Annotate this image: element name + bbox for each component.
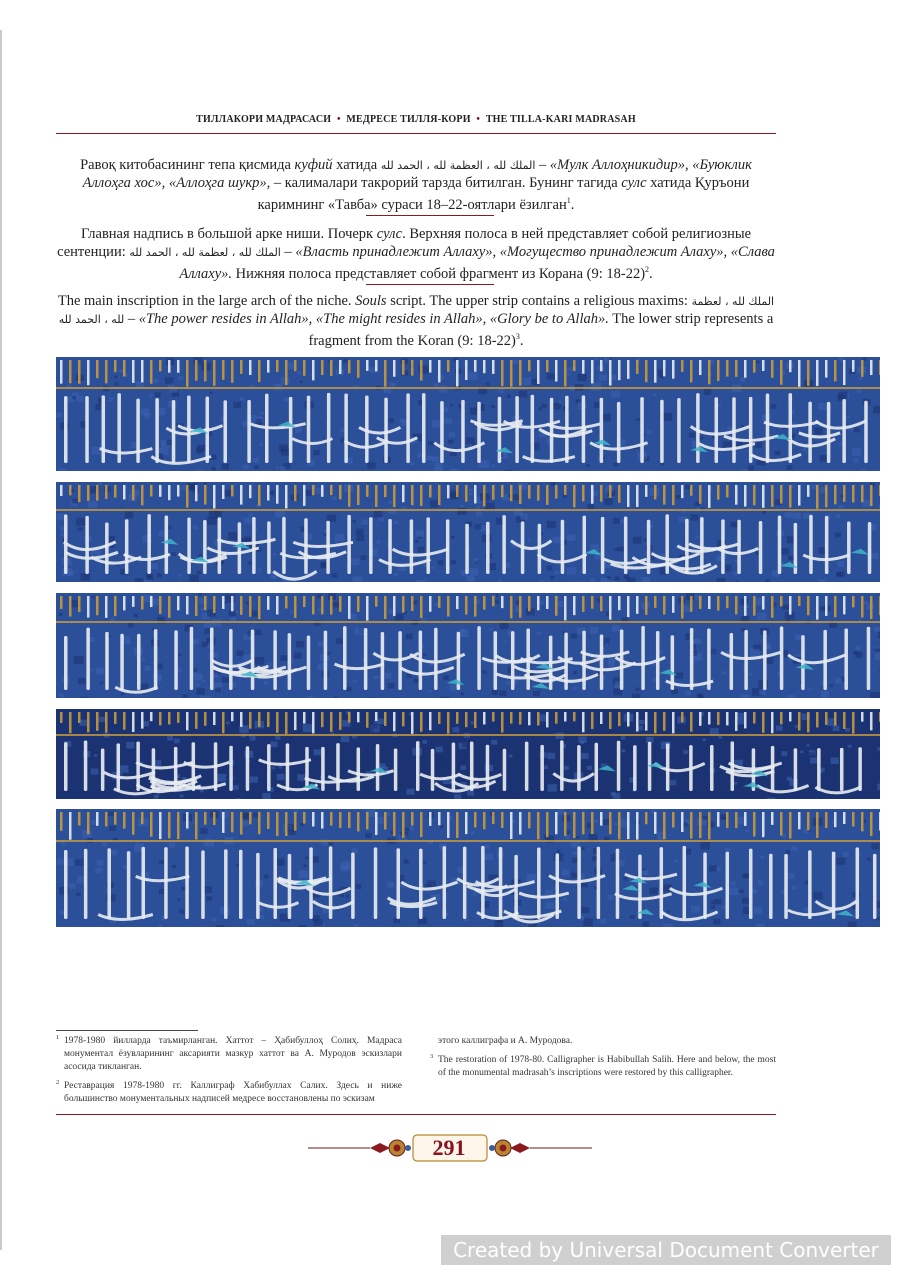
page-number-block: [300, 1133, 600, 1163]
text: .: [519, 332, 524, 349]
text: .: [570, 196, 575, 213]
quoted-translations: «The power resides in Allah», «The might resides in Allah», «Glory be to Allah».: [138, 310, 609, 327]
page-edge: [0, 30, 2, 1250]
strip-graphic: [56, 482, 880, 582]
caption-uzbek: [56, 157, 776, 214]
footnotes-right: [430, 1035, 776, 1086]
script-name: куфий: [294, 157, 333, 173]
arabic-maxims: الملك لله ، لعظمة لله ، الحمد لله: [58, 295, 775, 326]
strip-graphic: [56, 593, 880, 698]
calligraphy-strip-photo: [56, 709, 880, 799]
footnote-2: [56, 1080, 402, 1106]
strip-graphic: [56, 709, 880, 799]
footnote-2-continued: [430, 1035, 776, 1048]
caption-russian: [56, 226, 776, 283]
calligraphy-strip-photo: [56, 482, 880, 582]
header-separator: •: [336, 114, 341, 125]
text: Главная надпись в большой арке ниши. Почерк: [80, 226, 377, 242]
text: The lower strip represents a fragment from the Koran (9: 18-22): [308, 310, 774, 349]
text: The main inscription in the large arch of the niche.: [57, 293, 356, 309]
header-rule: [56, 133, 776, 134]
calligraphy-strip-photo: [56, 809, 880, 927]
arabic-maxims: الملك لله ، لعظمة لله ، الحمد لله: [129, 245, 281, 259]
footnote-marker: 1: [566, 196, 571, 205]
text: –: [124, 310, 139, 327]
footnote-marker: 2: [645, 265, 650, 274]
text: –: [535, 157, 550, 173]
footnote-text: The restoration of 1978-80. Calligrapher is Habibullah Salih. Here and below, the most of the monumental madrasah’s inscriptions were restored by this calligrapher.: [438, 1055, 776, 1078]
quoted-translations: «Мулк Аллоҳникидир», «Буюклик Аллоҳга хос», «Аллоҳга шукр»,: [82, 157, 752, 191]
footnotes-left: [56, 1035, 402, 1112]
caption-english: [56, 293, 776, 350]
footnote-text: 1978-1980 йилларда таъмирланган. Хаттот – Ҳабибуллоҳ Солиҳ. Мадраса монументал ёзувларининг аксарияти мазкур хаттот ва А. Муродов эскизлари асосида тикланган.: [64, 1036, 402, 1072]
text: .: [649, 265, 653, 282]
text: Нижняя полоса представляет собой фрагмент из Корана (9: 18-22): [232, 265, 646, 282]
footer-rule: [56, 1114, 776, 1115]
calligraphy-strip-photo: [56, 593, 880, 698]
script-name: сулс: [621, 174, 647, 191]
page-number: 291: [432, 1135, 466, 1160]
footnote-marker: 3: [515, 332, 520, 341]
strip-graphic: [56, 357, 880, 471]
header-uz: ТИЛЛАКОРИ МАДРАСАСИ: [196, 114, 332, 125]
footnote-3: [430, 1054, 776, 1080]
text: хатида: [332, 157, 381, 173]
footnote-1: [56, 1035, 402, 1074]
footnote-rule: [56, 1030, 198, 1031]
header-ru: МЕДРЕСЕ ТИЛЛЯ-КОРИ: [346, 114, 471, 125]
text: – калималари такрорий тарзда битилган. Бунинг тагида: [270, 174, 622, 191]
text: . Верхняя полоса в ней представляет собой религиозные сентенции:: [57, 226, 752, 260]
footnote-number: 1: [56, 1034, 60, 1041]
text: Равоқ китобасининг тепа қисмида: [80, 157, 295, 173]
footnote-number: 2: [56, 1079, 60, 1086]
footnote-number: 3: [430, 1053, 434, 1060]
footnote-text: этого каллиграфа и А. Муродова.: [438, 1036, 573, 1046]
text: хатида Қуръони каримнинг «Тавба» сураси 18–22-оятлари ёзилган: [257, 174, 750, 213]
header-en: THE TILLA-KARI MADRASAH: [485, 114, 636, 125]
converter-watermark: Created by Universal Document Converter: [441, 1235, 891, 1265]
section-rule: [366, 284, 494, 285]
section-rule: [366, 215, 494, 216]
strip-graphic: [56, 809, 880, 927]
text: script. The upper strip contains a religious maxims:: [386, 293, 692, 309]
arabic-maxims: الملك لله ، العظمة لله ، الحمد لله: [380, 159, 536, 172]
script-name: сулс: [376, 226, 403, 242]
calligraphy-strip-photo: [56, 357, 880, 471]
header-separator: •: [476, 114, 481, 125]
quoted-translations: «Власть принадлежит Аллаху», «Могущество принадлежит Алаху», «Слава Аллаху».: [179, 243, 775, 282]
running-header: [56, 114, 776, 125]
script-name: Souls: [355, 293, 387, 309]
footnote-text: Реставрация 1978-1980 гг. Каллиграф Хабибуллах Салих. Здесь и ниже большинство монументальных надписей медресе восстановлены по эскизам: [64, 1081, 402, 1104]
text: –: [280, 243, 296, 260]
